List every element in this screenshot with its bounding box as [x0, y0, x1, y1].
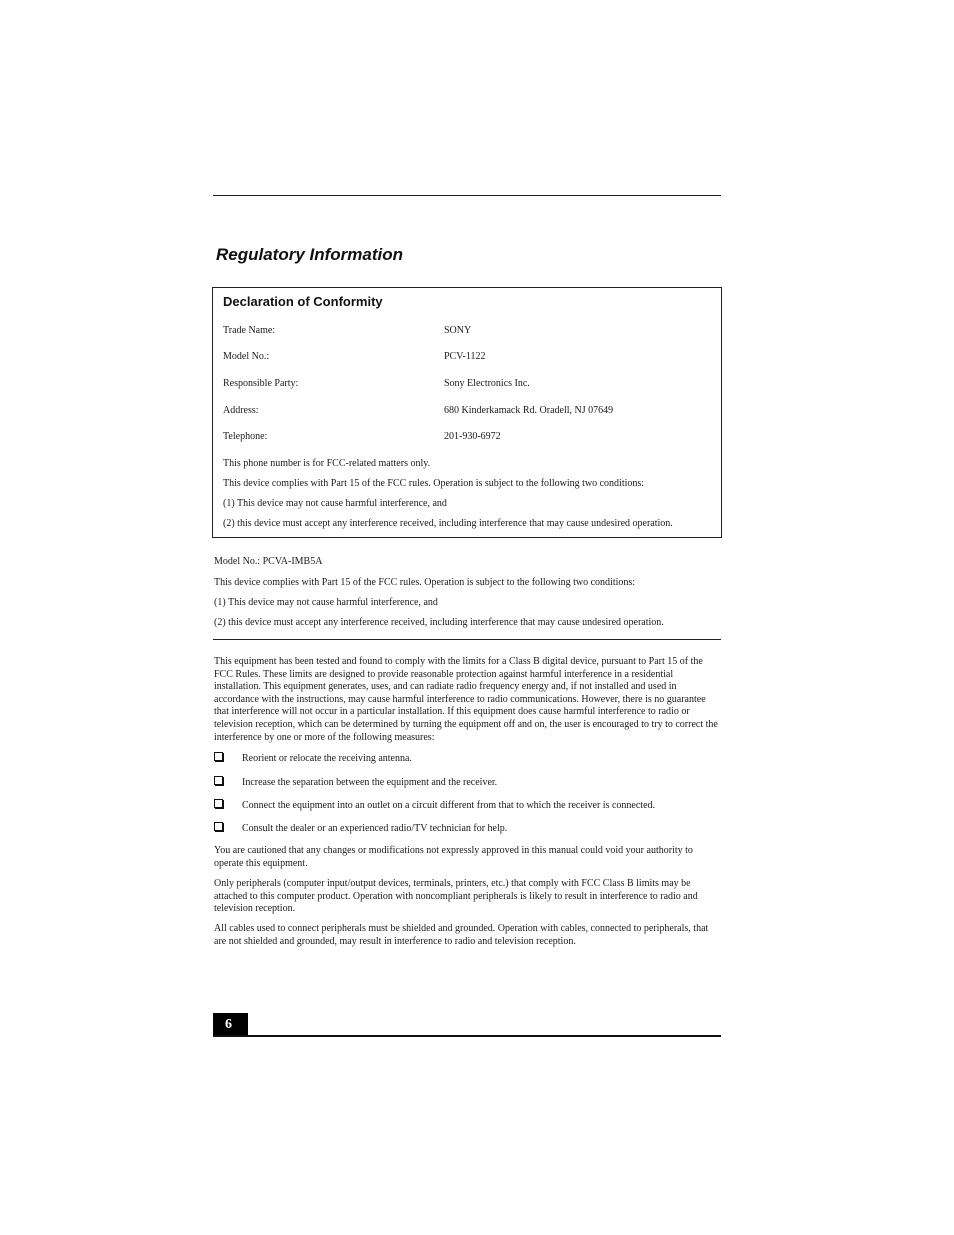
section-divider — [213, 639, 721, 640]
address-label: Address: — [223, 405, 259, 416]
footer-rule — [213, 1035, 721, 1037]
measure-text: Connect the equipment into an outlet on a circuit different from that to which the receiver is connected. — [242, 800, 656, 811]
declaration-of-conformity-box — [212, 287, 722, 538]
condition-two: (2) this device must accept any interference received, including interference that may cause undesired operation. — [223, 518, 673, 529]
cables-paragraph: All cables used to connect peripherals must be shielded and grounded. Operation with cables, connected to peripherals, that are not shielded and grounded, may result in interference to radio and television reception. — [214, 923, 709, 947]
fcc-statement-paragraph: This equipment has been tested and found to comply with the limits for a Class B digital device, pursuant to Part 15 of the FCC Rules. These limits are designed to provide reasonable protection against harmful interference in a residential installation. This equipment generates, uses, and can radiate radio frequency energy and, if not installed and used in accordance with the instructions, may cause harmful interference to radio communications. However, there is no guarantee that interference will not occur in a particular installation. If this equipment does cause harmful interference to radio or television reception, which can be determined by turning the equipment off and on, the user is encouraged to try to correct the interference by one or more of the following measures: — [214, 656, 718, 743]
model-no-value: PCV-1122 — [444, 351, 486, 362]
measure-text: Reorient or relocate the receiving antenna. — [242, 753, 412, 764]
condition-one: (1) This device may not cause harmful interference, and — [223, 498, 447, 509]
trade-name-label: Trade Name: — [223, 325, 276, 336]
model-condition-two: (2) this device must accept any interference received, including interference that may cause undesired operation. — [214, 617, 664, 628]
compliance-statement: This device complies with Part 15 of the FCC rules. Operation is subject to the following two conditions: — [223, 478, 645, 489]
model-no-line: Model No.: PCVA-IMB5A — [214, 556, 323, 567]
phone-note: This phone number is for FCC-related matters only. — [223, 458, 431, 469]
checkbox-bullet-icon — [214, 799, 223, 808]
telephone-label: Telephone: — [223, 431, 268, 442]
address-value: 680 Kinderkamack Rd. Oradell, NJ 07649 — [444, 405, 614, 416]
checkbox-bullet-icon — [214, 776, 223, 785]
section-title: Regulatory Information — [216, 245, 404, 264]
responsible-party-value: Sony Electronics Inc. — [444, 378, 530, 389]
checkbox-bullet-icon — [214, 822, 223, 831]
declaration-heading: Declaration of Conformity — [223, 294, 383, 309]
model-condition-one: (1) This device may not cause harmful interference, and — [214, 597, 438, 608]
page-number: 6 — [213, 1013, 248, 1036]
checkbox-bullet-icon — [214, 752, 223, 761]
header-rule — [213, 195, 721, 196]
responsible-party-label: Responsible Party: — [223, 378, 299, 389]
measure-text: Consult the dealer or an experienced radio/TV technician for help. — [242, 823, 508, 834]
model-no-label: Model No.: — [223, 351, 270, 362]
model-compliance-statement: This device complies with Part 15 of the FCC rules. Operation is subject to the following two conditions: — [214, 577, 636, 588]
modification-warning-paragraph: You are cautioned that any changes or modifications not expressly approved in this manual could void your authority to operate this equipment. — [214, 845, 693, 869]
measure-text: Increase the separation between the equipment and the receiver. — [242, 777, 498, 788]
peripherals-paragraph: Only peripherals (computer input/output devices, terminals, printers, etc.) that comply with FCC Class B limits may be attached to this computer product. Operation with noncompliant peripherals is likely to result in interference to radio and television reception. — [214, 878, 698, 915]
trade-name-value: SONY — [444, 325, 472, 336]
telephone-value: 201-930-6972 — [444, 431, 501, 442]
